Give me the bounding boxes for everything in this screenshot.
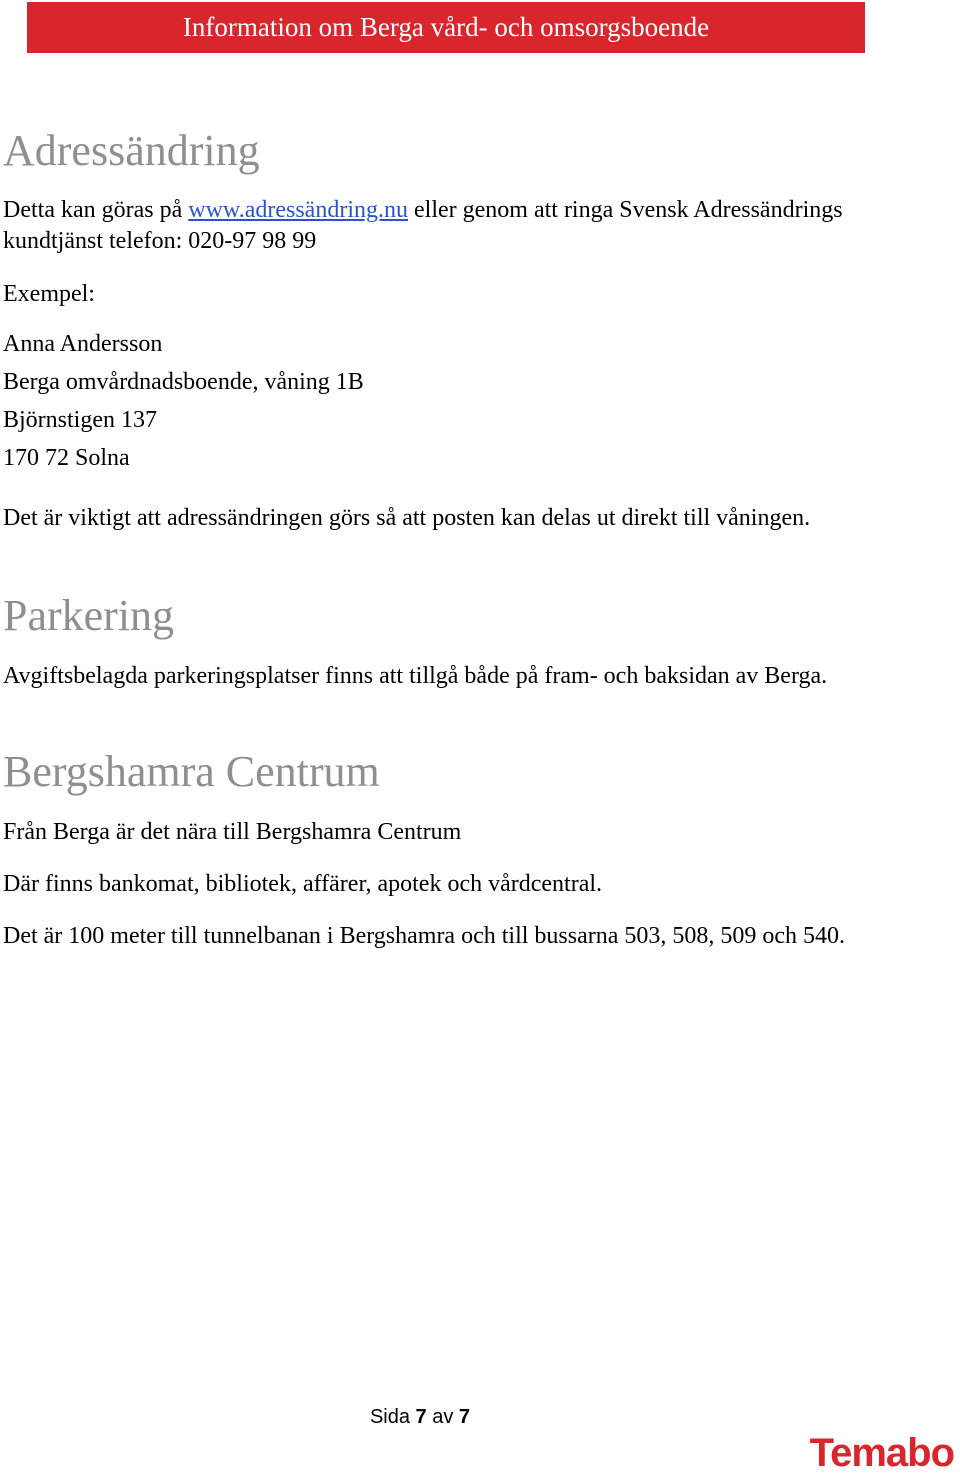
page-total: 7	[458, 1406, 471, 1428]
adress-intro-after: eller genom att ringa Svensk Adressändrings kundtjänst telefon: 020-97 98 99	[3, 197, 843, 254]
adress-intro-before: Detta kan göras på	[3, 197, 189, 223]
temabo-logo: Temabo	[809, 1431, 954, 1475]
example-line-postal: 170 72 Solna	[3, 445, 130, 471]
header-band	[27, 2, 865, 53]
bergshamra-p2: Där finns bankomat, bibliotek, affärer, apotek och vårdcentral.	[3, 871, 603, 897]
adress-note: Det är viktigt att adressändringen görs så att posten kan delas ut direkt till våningen.	[3, 505, 811, 531]
adress-intro	[3, 195, 903, 257]
heading-bergshamra: Bergshamra Centrum	[3, 747, 380, 796]
page-number	[0, 1406, 840, 1429]
heading-adressandring: Adressändring	[3, 126, 260, 175]
page-prefix: Sida	[369, 1406, 416, 1428]
heading-parkering: Parkering	[3, 591, 175, 640]
adressandring-link[interactable]: www.adressändring.nu	[188, 197, 408, 223]
example-label: Exempel:	[3, 281, 95, 307]
bergshamra-p3: Det är 100 meter till tunnelbanan i Bergshamra och till bussarna 503, 508, 509 och 540.	[3, 923, 846, 949]
header-title: Information om Berga vård- och omsorgsboende	[182, 12, 710, 42]
example-line-name: Anna Andersson	[3, 331, 163, 357]
page-mid: av	[426, 1406, 459, 1428]
page-current: 7	[415, 1406, 427, 1428]
example-line-street: Björnstigen 137	[3, 407, 157, 433]
example-line-building: Berga omvårdnadsboende, våning 1B	[3, 369, 364, 395]
parkering-text: Avgiftsbelagda parkeringsplatser finns att tillgå både på fram- och baksidan av Berga.	[3, 663, 828, 689]
bergshamra-p1: Från Berga är det nära till Bergshamra Centrum	[3, 819, 462, 845]
